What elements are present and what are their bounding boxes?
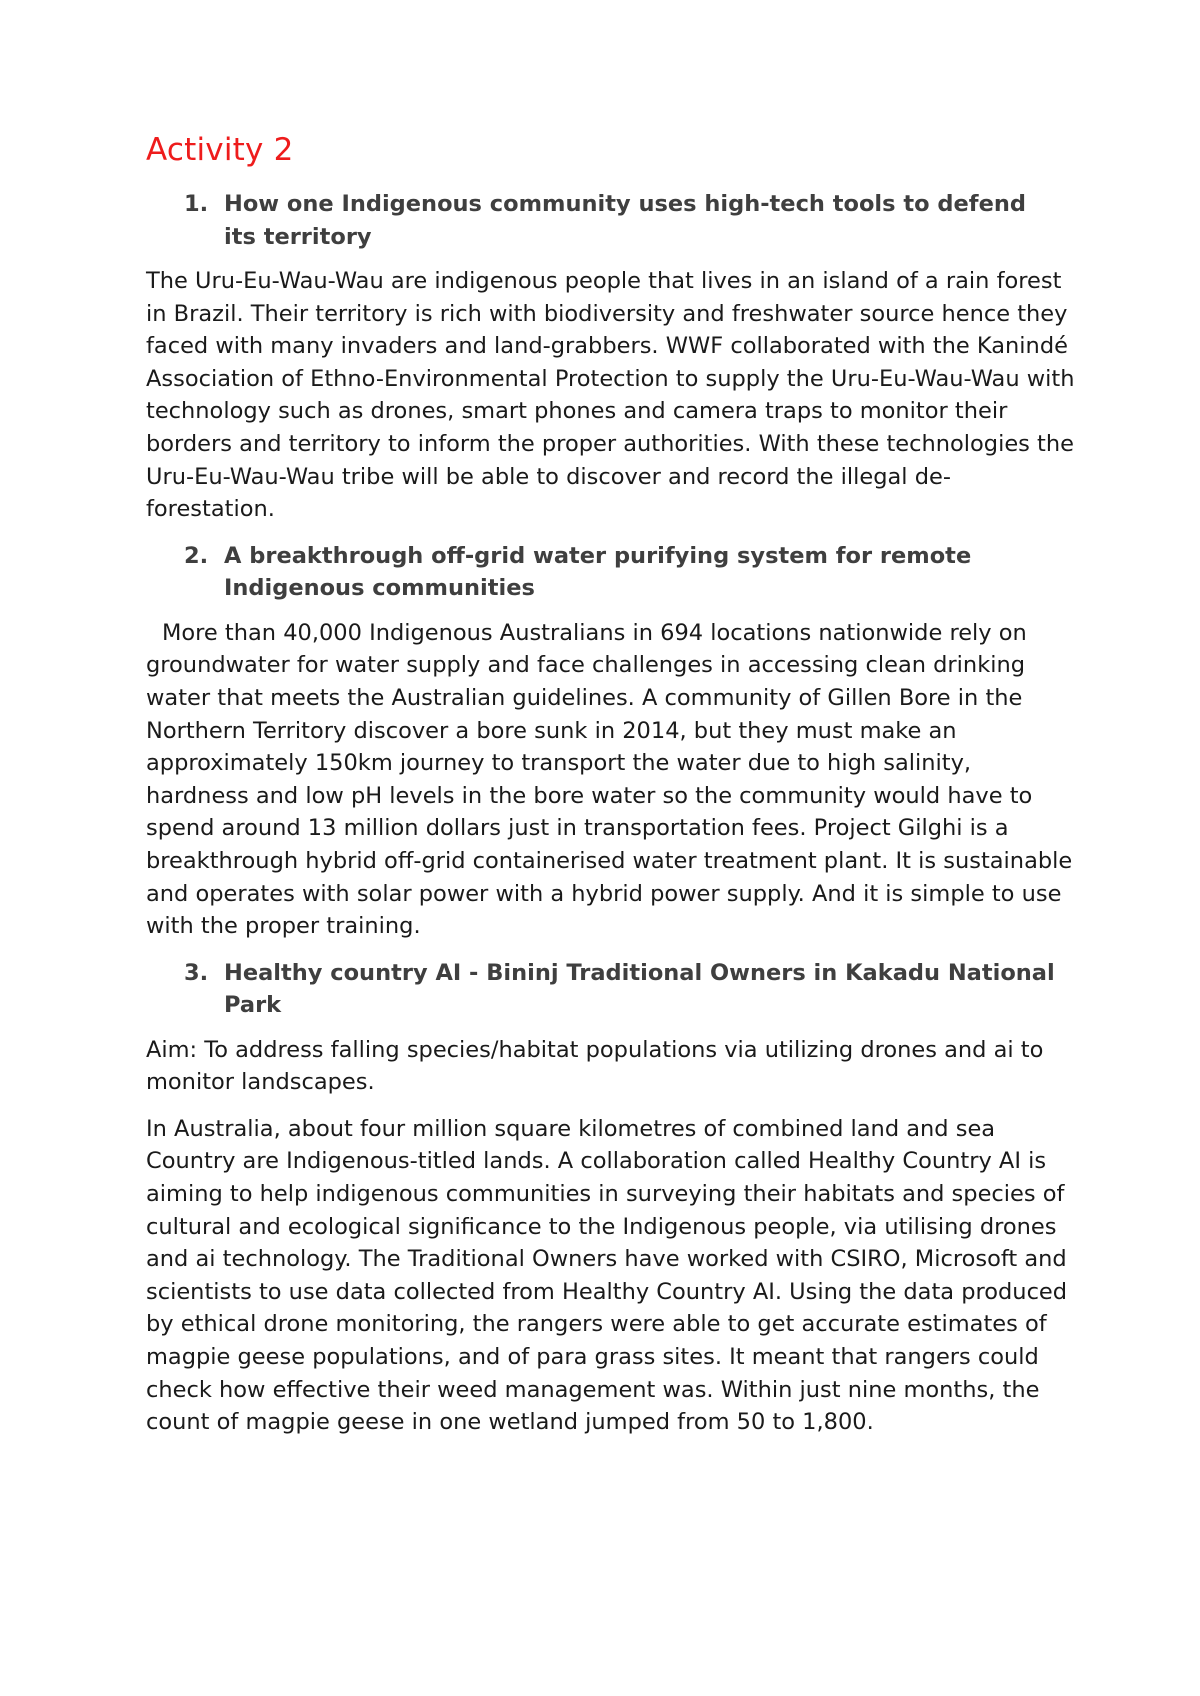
section-number: 3. <box>184 959 209 986</box>
section-2 <box>146 540 1076 943</box>
body-paragraph: The Uru-Eu-Wau-Wau are indigenous people that lives in an island of a rain forest in Brazil. Their territory is rich with biodiversity and freshwater source hence they faced with many invaders and land-grabbers. WWF collaborated with the Kanindé Association of Ethno-Environmental Protection to supply the Uru-Eu-Wau-Wau with technology such as drones, smart phones and camera traps to monitor their borders and territory to inform the proper authorities. With these technologies the Uru-Eu-Wau-Wau tribe will be able to discover and record the illegal de-forestation. <box>146 268 1075 523</box>
section-heading <box>146 188 1076 253</box>
section-heading <box>146 540 1076 605</box>
section-number: 2. <box>184 542 209 569</box>
section-heading-text: How one Indigenous community uses high-tech tools to defend its territory <box>224 191 1026 250</box>
section-heading-text: A breakthrough off-grid water purifying system for remote Indigenous communities <box>224 542 972 602</box>
section-1 <box>146 188 1076 526</box>
body-paragraph: In Australia, about four million square kilometres of combined land and sea Country are Indigenous-titled lands. A collaboration called Healthy Country AI is aiming to help indigenous communities in surveying their habitats and species of cultural and ecological significance to the Indigenous people, via utilising drones and ai technology. The Traditional Owners have worked with CSIRO, Microsoft and scientists to use data collected from Healthy Country AI. Using the data produced by ethical drone monitoring, the rangers were able to get accurate estimates of magpie geese populations, and of para grass sites. It meant that rangers could check how effective their weed management was. Within just nine months, the count of magpie geese in one wetland jumped from 50 to 1,800. <box>146 1115 1068 1436</box>
section-heading-text: Healthy country AI - Bininj Traditional Owners in Kakadu National Park <box>224 959 1055 1019</box>
section-heading <box>146 957 1076 1022</box>
document-page <box>146 130 1076 1453</box>
section-number: 1. <box>184 191 209 217</box>
aim-paragraph: Aim: To address falling species/habitat populations via utilizing drones and ai to monitor landscapes. <box>146 1036 1044 1096</box>
document-title: Activity 2 <box>146 132 294 168</box>
section-3 <box>146 957 1076 1439</box>
body-paragraph: More than 40,000 Indigenous Australians in 694 locations nationwide rely on groundwater for water supply and face challenges in accessing clean drinking water that meets the Australian guidelines. A community of Gillen Bore in the Northern Territory discover a bore sunk in 2014, but they must make an approximately 150km journey to transport the water due to high salinity, hardness and low pH levels in the bore water so the community would have to spend around 13 million dollars just in transportation fees. Project Gilghi is a breakthrough hybrid off-grid containerised water treatment plant. It is sustainable and operates with solar power with a hybrid power supply. And it is simple to use with the proper training. <box>146 619 1073 940</box>
